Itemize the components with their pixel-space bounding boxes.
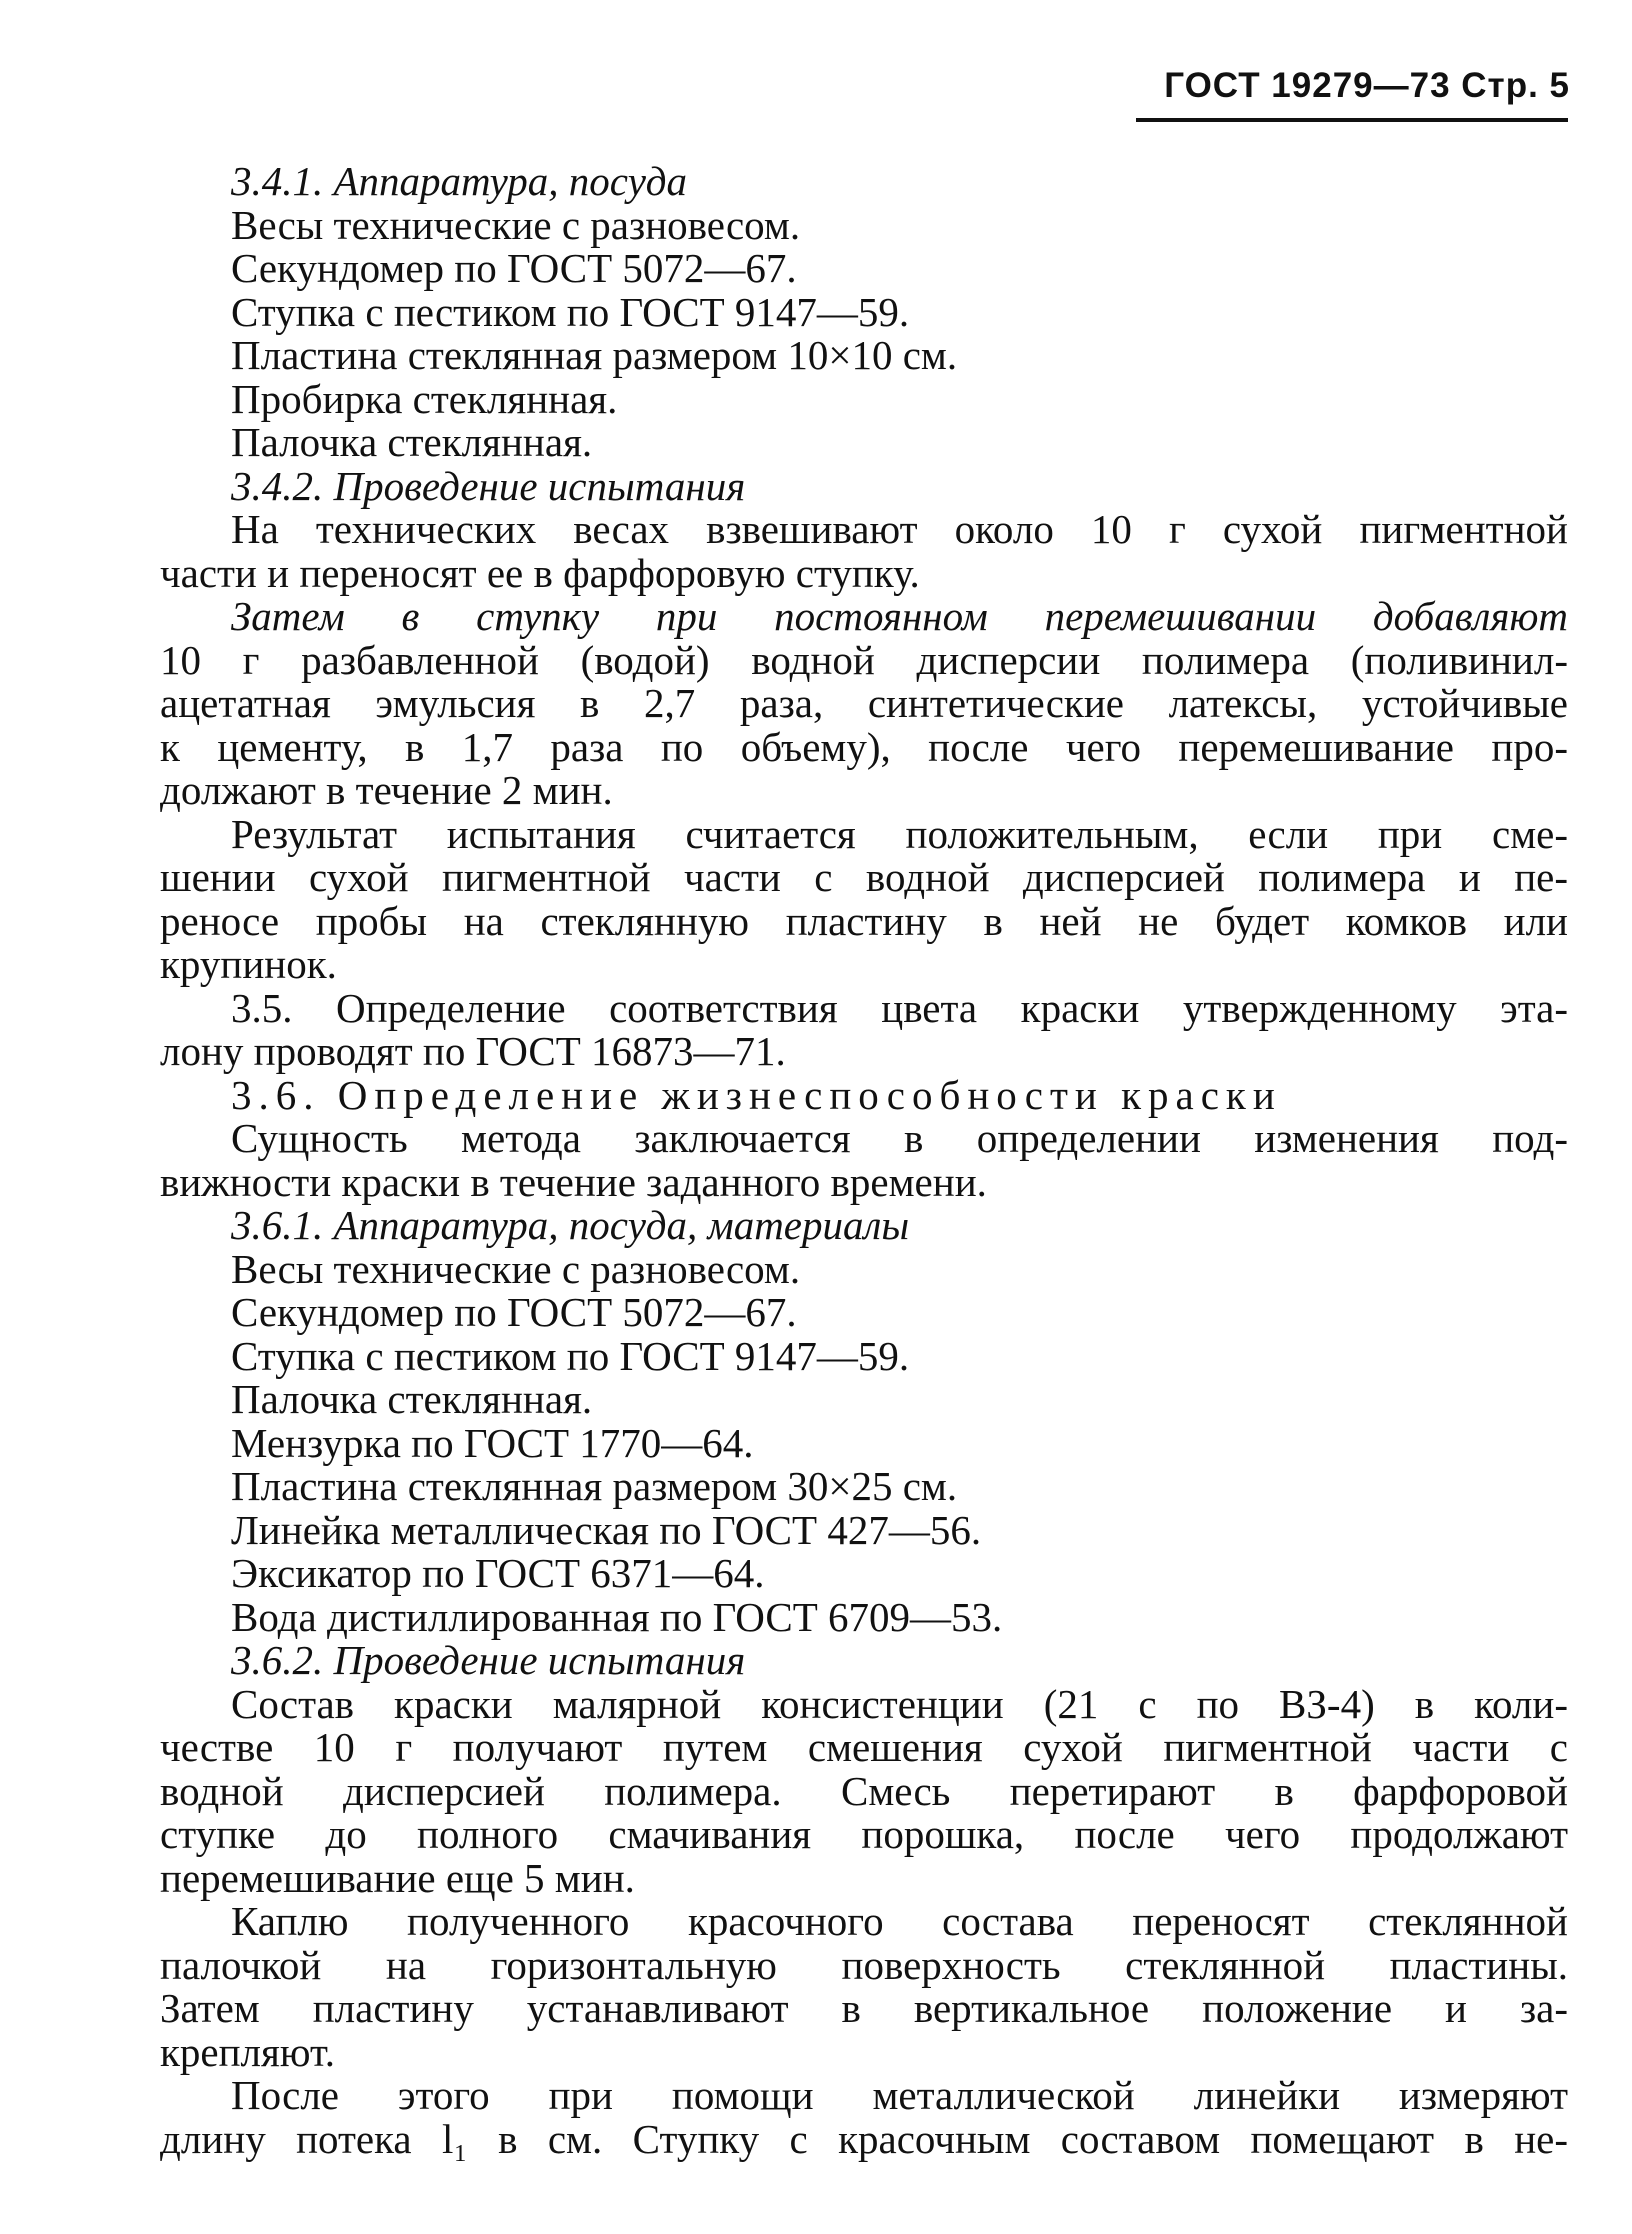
- text-line: Секундомер по ГОСТ 5072—67.: [231, 1289, 797, 1335]
- text-line: На технических весах взвешивают около 10 г сухой пигментной: [231, 506, 1568, 552]
- text-line: части и переносят ее в фарфоровую ступку.: [160, 549, 920, 596]
- text-line: Вода дистиллированная по ГОСТ 6709—53.: [231, 1593, 1003, 1640]
- text-line: Мензурка по ГОСТ 1770—64.: [231, 1419, 754, 1466]
- document-body: [160, 160, 1568, 2161]
- text-line: вижности краски в течение заданного времени.: [160, 1158, 987, 1205]
- text-line: После этого при помощи металлической линейки измеряют: [231, 2072, 1568, 2118]
- text-line: к цементу, в 1,7 раза по объему), после чего перемешивание про-: [160, 723, 1568, 770]
- text-line: длину потека l₁ в см. Ступку с красочным составом помещают в не-: [160, 2115, 1568, 2162]
- text-line: Состав краски малярной консистенции (21 с по ВЗ-4) в коли-: [231, 1680, 1568, 1727]
- page-header: ГОСТ 19279—73 Стр. 5: [1164, 66, 1570, 105]
- text-line: Пробирка стеклянная.: [231, 375, 618, 422]
- text-line: крупинок.: [160, 941, 337, 987]
- text-line: палочкой на горизонтальную поверхность стеклянной пластины.: [160, 1941, 1568, 1988]
- text-line: Затем пластину устанавливают в вертикальное положение и за-: [160, 1985, 1568, 2031]
- text-line: Эксикатор по ГОСТ 6371—64.: [231, 1550, 765, 1596]
- text-line: 10 г разбавленной (водой) водной дисперсии полимера (поливинил-: [160, 636, 1568, 683]
- text-line: честве 10 г получают путем смешения сухой пигментной части с: [160, 1724, 1568, 1770]
- text-line: ацетатная эмульсия в 2,7 раза, синтетические латексы, устойчивые: [160, 680, 1568, 726]
- text-line: Палочка стеклянная.: [231, 1376, 593, 1422]
- text-line: Пластина стеклянная размером 10×10 см.: [231, 332, 958, 378]
- text-line: Каплю полученного красочного состава переносят стеклянной: [231, 1898, 1568, 1944]
- text-line: 3.5. Определение соответствия цвета краски утвержденному эта-: [231, 984, 1568, 1031]
- text-line: 3.6.1. Аппаратура, посуда, материалы: [231, 1202, 910, 1248]
- text-line: лону проводят по ГОСТ 16873—71.: [160, 1028, 786, 1074]
- text-line: 3.4.2. Проведение испытания: [231, 462, 746, 509]
- header-rule: [1136, 118, 1568, 122]
- text-line: Затем в ступку при постоянном перемешивании добавляют: [231, 593, 1568, 639]
- text-line: перемешивание еще 5 мин.: [160, 1854, 635, 1901]
- text-line: Сущность метода заключается в определении изменения под-: [231, 1115, 1568, 1161]
- text-line: должают в течение 2 мин.: [160, 767, 613, 813]
- text-line: Весы технические с разновесом.: [231, 1245, 801, 1292]
- text-line: Результат испытания считается положительным, если при сме-: [231, 810, 1568, 857]
- text-line: Пластина стеклянная размером 30×25 см.: [231, 1463, 958, 1509]
- text-line: ступке до полного смачивания порошка, после чего продолжают: [160, 1811, 1568, 1857]
- text-line: 3.6.2. Проведение испытания: [231, 1637, 746, 1683]
- text-line: Весы технические с разновесом.: [231, 201, 801, 248]
- text-line: 3.4.1. Аппаратура, посуда: [231, 158, 688, 204]
- text-line: 3.6. Определение жизнеспособности краски: [231, 1071, 1282, 1118]
- text-line: водной дисперсией полимера. Смесь перетирают в фарфоровой: [160, 1767, 1568, 1814]
- text-line: Линейка металлическая по ГОСТ 427—56.: [231, 1506, 982, 1553]
- text-line: Секундомер по ГОСТ 5072—67.: [231, 245, 797, 291]
- text-line: крепляют.: [160, 2028, 336, 2075]
- text-line: Ступка с пестиком по ГОСТ 9147—59.: [231, 288, 910, 335]
- text-line: Палочка стеклянная.: [231, 419, 593, 465]
- text-line: шении сухой пигментной части с водной дисперсией полимера и пе-: [160, 854, 1568, 900]
- text-line: реносе пробы на стеклянную пластину в ней не будет комков или: [160, 897, 1568, 944]
- text-line: Ступка с пестиком по ГОСТ 9147—59.: [231, 1332, 910, 1379]
